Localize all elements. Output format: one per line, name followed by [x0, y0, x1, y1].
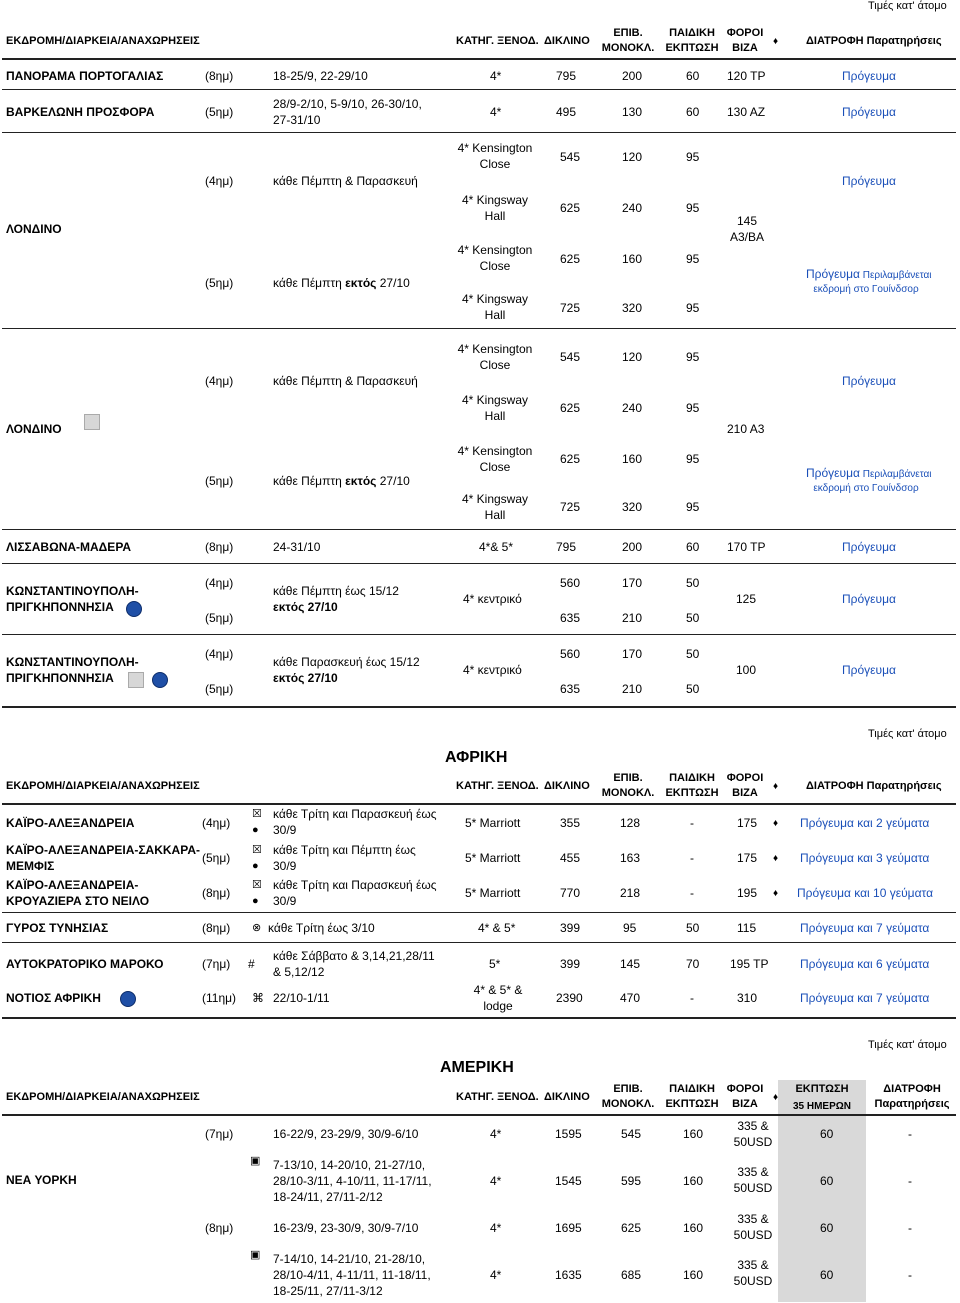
square-target-icon: ▣ — [250, 1155, 261, 1167]
header-taxes: ΦΟΡΟΙ — [726, 1083, 764, 1095]
header-single: ΕΠΙΒ. — [613, 27, 643, 39]
drop-icon: ● — [252, 824, 259, 836]
header-diet: ΔΙΑΤΡΟΦΗ Παρατηρήσεις — [806, 780, 942, 792]
tour-name: ΛΟΝΔΙΝΟ — [6, 222, 62, 236]
checkbox-icon: ☒ — [252, 844, 262, 856]
divider — [2, 942, 956, 943]
header-child: ΠΑΙΔΙΚΗ — [669, 1083, 715, 1095]
hotel-name: 4* Kingsway — [461, 193, 529, 207]
divider — [2, 89, 956, 90]
header-category: ΚΑΤΗΓ. ΞΕΝΟΔ. — [456, 1091, 539, 1103]
header-double: ΔΙΚΛΙΝΟ — [544, 1091, 590, 1103]
hotel-name: 4* Kensington — [457, 141, 533, 155]
hotel-name: 4* Kensington — [457, 444, 533, 458]
header-double: ΔΙΚΛΙΝΟ — [544, 780, 590, 792]
header-discount: ΕΚΠΤΩΣΗ — [795, 1083, 849, 1095]
header-single: ΕΠΙΒ. — [613, 1083, 643, 1095]
tour-name: ΚΩΝΣΤΑΝΤΙΝΟΥΠΟΛΗ- — [6, 584, 139, 598]
checkbox-icon: ☒ — [252, 879, 262, 891]
price-note: Τιμές κατ' άτομο — [868, 1039, 947, 1051]
flag-icon — [84, 414, 100, 430]
hotel-name: 4* Kingsway — [461, 492, 529, 506]
tour-name: ΛΙΣΣΑΒΩΝΑ-ΜΑΔΕΡΑ — [6, 540, 132, 554]
section-title-america: ΑΜΕΡΙΚΗ — [440, 1059, 514, 1076]
diamond-icon: ♦ — [773, 36, 779, 47]
tour-name: ΑΥΤΟΚΡΑΤΟΡΙΚΟ ΜΑΡΟΚΟ — [6, 957, 164, 971]
tour-name: ΝΕΑ ΥΟΡΚΗ — [6, 1173, 77, 1187]
tour-name: ΠΑΝΟΡΑΜΑ ΠΟΡΤΟΓΑΛΙΑΣ — [6, 69, 164, 83]
price-note: Τιμές κατ' άτομο — [868, 728, 947, 740]
tour-name: ΒΑΡΚΕΛΩΝΗ ΠΡΟΣΦΟΡΑ — [6, 105, 155, 119]
header-diet: ΔΙΑΤΡΟΦΗ — [883, 1083, 941, 1095]
tour-name: ΛΟΝΔΙΝΟ — [6, 422, 62, 436]
price-note: Τιμές κατ' άτομο — [868, 0, 947, 12]
hotel-name: 4* Kensington — [457, 342, 533, 356]
diamond-icon: ♦ — [773, 888, 779, 899]
header-taxes: ΦΟΡΟΙ — [726, 772, 764, 784]
divider — [2, 634, 956, 635]
divider — [2, 58, 956, 60]
header-child: ΠΑΙΔΙΚΗ — [669, 772, 715, 784]
divider — [2, 328, 956, 329]
drop-icon: ● — [252, 895, 259, 907]
header-category: ΚΑΤΗΓ. ΞΕΝΟΔ. — [456, 780, 539, 792]
hotel-name: 4* Kingsway — [461, 292, 529, 306]
hotel-name: 4* Kingsway — [461, 393, 529, 407]
badge-icon — [126, 601, 142, 617]
divider — [2, 132, 956, 133]
tour-name: ΚΑΪΡΟ-ΑΛΕΞΑΝΔΡΕΙΑ-ΣΑΚΚΑΡΑ- — [6, 843, 200, 857]
header-route: ΕΚΔΡΟΜΗ/ΔΙΑΡΚΕΙΑ/ΑΝΑΧΩΡΗΣΕΙΣ — [6, 35, 200, 47]
tour-name: ΝΟΤΙΟΣ ΑΦΡΙΚΗ — [6, 991, 101, 1005]
divider — [2, 912, 956, 913]
hotel-name: 4* Kensington — [457, 243, 533, 257]
header-single: ΕΠΙΒ. — [613, 772, 643, 784]
diamond-icon: ♦ — [773, 853, 779, 864]
hash-icon: # — [248, 957, 255, 971]
checkbox-icon: ☒ — [252, 808, 262, 820]
divider — [2, 1114, 956, 1116]
badge-icon — [120, 991, 136, 1007]
drop-icon: ● — [252, 860, 259, 872]
divider — [2, 1017, 956, 1019]
diamond-icon: ♦ — [773, 1092, 779, 1103]
circle-x-icon: ⊗ — [252, 922, 262, 934]
header-route: ΕΚΔΡΟΜΗ/ΔΙΑΡΚΕΙΑ/ΑΝΑΧΩΡΗΣΕΙΣ — [6, 1091, 200, 1103]
header-double: ΔΙΚΛΙΝΟ — [544, 35, 590, 47]
header-category: ΚΑΤΗΓ. ΞΕΝΟΔ. — [456, 35, 539, 47]
badge-icon — [152, 672, 168, 688]
tour-name: ΚΩΝΣΤΑΝΤΙΝΟΥΠΟΛΗ- — [6, 655, 139, 669]
diamond-icon: ♦ — [773, 781, 779, 792]
divider — [2, 706, 956, 708]
divider — [2, 803, 956, 805]
tour-name: ΓΥΡΟΣ ΤΥΝΗΣΙΑΣ — [6, 921, 109, 935]
section-title-africa: ΑΦΡΙΚΗ — [445, 749, 508, 766]
header-taxes: ΦΟΡΟΙ — [726, 27, 764, 39]
command-icon: ⌘ — [252, 991, 264, 1005]
square-target-icon: ▣ — [250, 1249, 261, 1261]
header-route: ΕΚΔΡΟΜΗ/ΔΙΑΡΚΕΙΑ/ΑΝΑΧΩΡΗΣΕΙΣ — [6, 780, 200, 792]
flag-icon — [128, 672, 144, 688]
divider — [2, 529, 956, 530]
diamond-icon: ♦ — [773, 818, 779, 829]
tour-name: ΚΑΪΡΟ-ΑΛΕΞΑΝΔΡΕΙΑ- — [6, 878, 139, 892]
tour-name: ΚΑΪΡΟ-ΑΛΕΞΑΝΔΡΕΙΑ — [6, 816, 135, 830]
header-child: ΠΑΙΔΙΚΗ — [669, 27, 715, 39]
header-diet: ΔΙΑΤΡΟΦΗ Παρατηρήσεις — [806, 35, 942, 47]
divider — [2, 563, 956, 564]
